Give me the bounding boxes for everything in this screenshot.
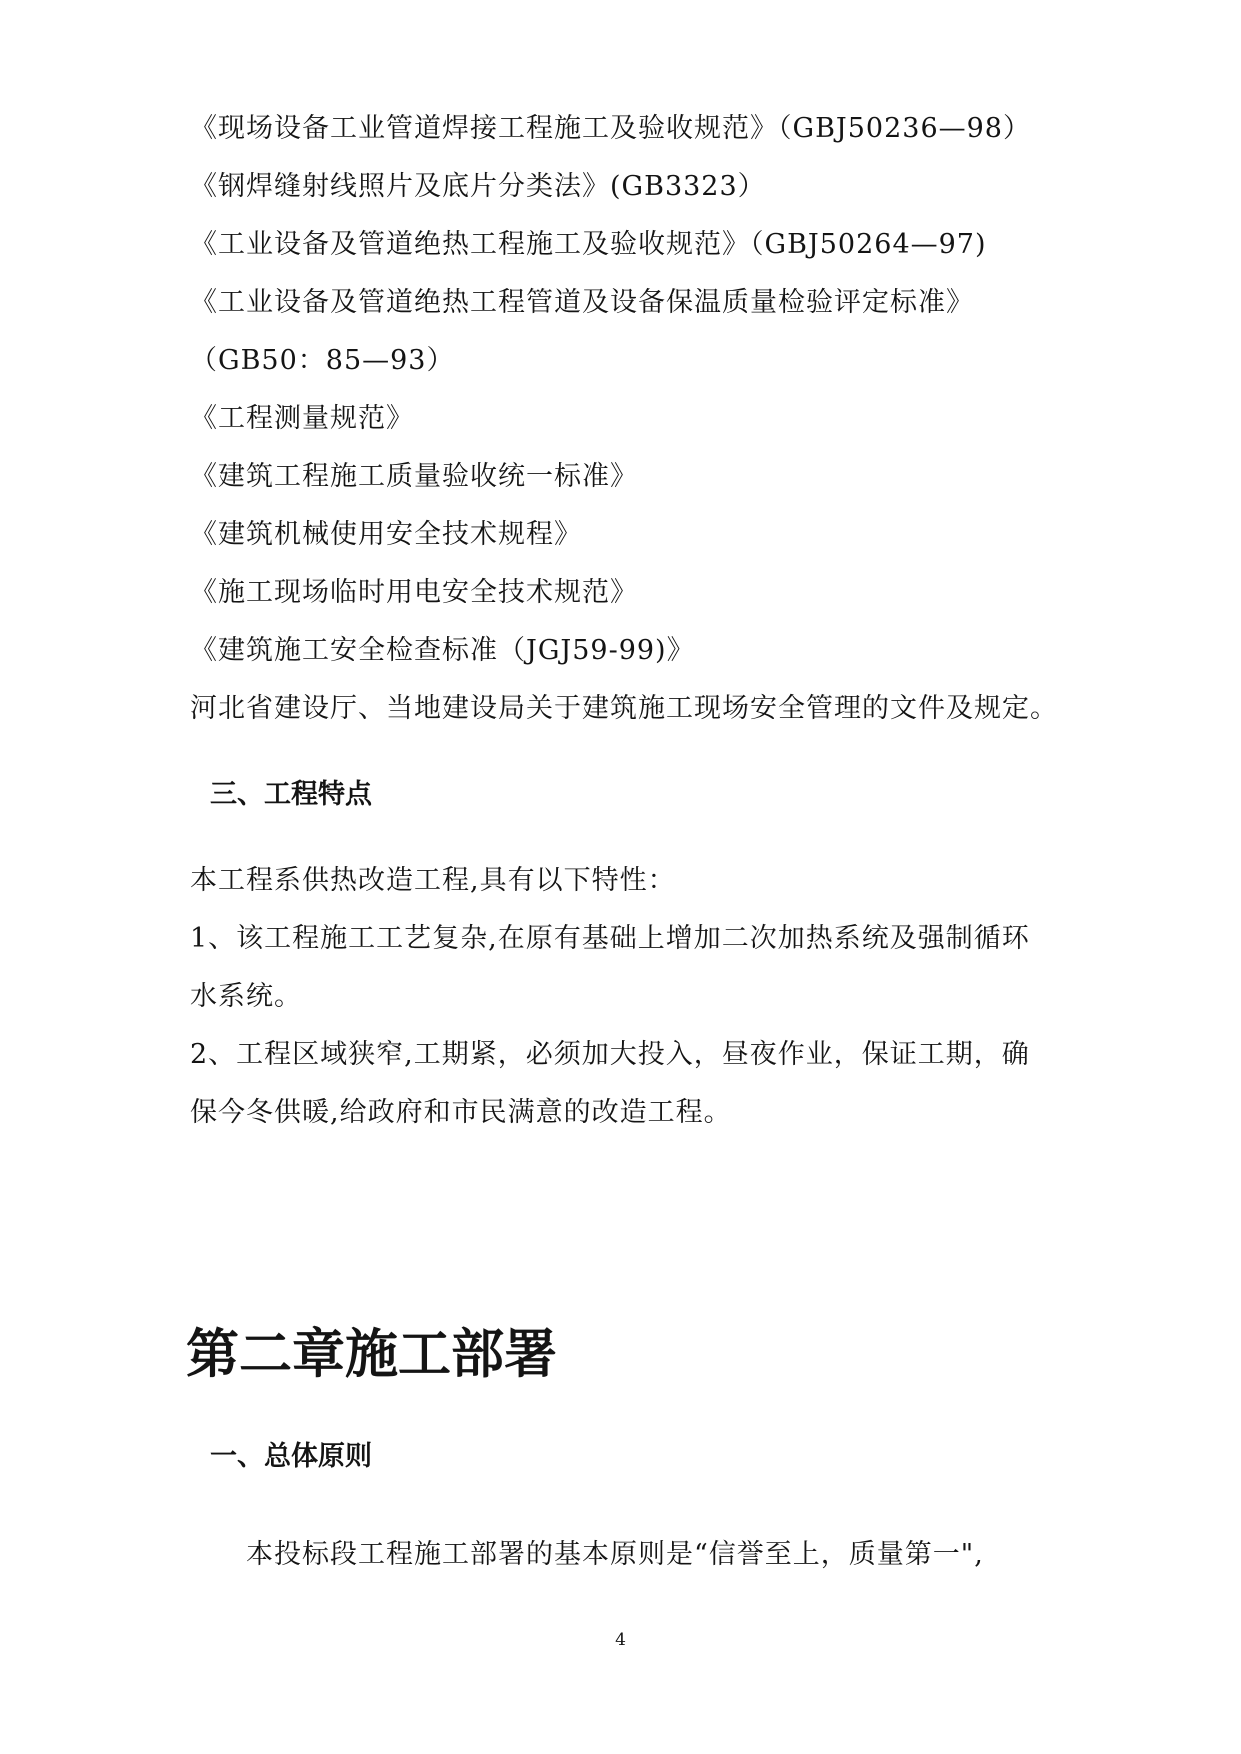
- standard-line-6: 《工程测量规范》: [190, 403, 414, 434]
- features-intro: 本工程系供热改造工程,具有以下特性：: [190, 865, 676, 896]
- standard-line-4: 《工业设备及管道绝热工程管道及设备保温质量检验评定标准》: [190, 287, 974, 318]
- feature-item-2-line-1: 2、工程区域狭窄,工期紧，必须加大投入，昼夜作业，保证工期，确: [190, 1039, 1030, 1070]
- standard-line-5: （GB50：85—93）: [190, 345, 455, 376]
- feature-item-2-line-2: 保今冬供暖,给政府和市民满意的改造工程。: [190, 1097, 732, 1128]
- regulation-line: 河北省建设厅、当地建设局关于建筑施工现场安全管理的文件及规定。: [190, 693, 1058, 724]
- principles-paragraph: 本投标段工程施工部署的基本原则是“信誉至上，质量第一",: [246, 1539, 984, 1570]
- standard-line-7: 《建筑工程施工质量验收统一标准》: [190, 461, 638, 492]
- section-heading-features: 三、工程特点: [210, 779, 372, 810]
- feature-item-1-line-2: 水系统。: [190, 981, 302, 1012]
- feature-item-1-line-1: 1、该工程施工工艺复杂,在原有基础上增加二次加热系统及强制循环: [190, 923, 1030, 954]
- standard-line-3: 《工业设备及管道绝热工程施工及验收规范》（GBJ50264—97): [190, 229, 987, 260]
- standard-line-1: 《现场设备工业管道焊接工程施工及验收规范》（GBJ50236—98）: [190, 113, 1031, 144]
- standard-line-10: 《建筑施工安全检查标准（JGJ59-99)》: [190, 635, 695, 666]
- standard-line-8: 《建筑机械使用安全技术规程》: [190, 519, 582, 550]
- standard-line-9: 《施工现场临时用电安全技术规范》: [190, 577, 638, 608]
- page-number: 4: [615, 1630, 626, 1650]
- section-heading-principles: 一、总体原则: [210, 1441, 372, 1472]
- standard-line-2: 《钢焊缝射线照片及底片分类法》(GB3323）: [190, 171, 766, 202]
- chapter-title: 第二章施工部署: [186, 1324, 557, 1385]
